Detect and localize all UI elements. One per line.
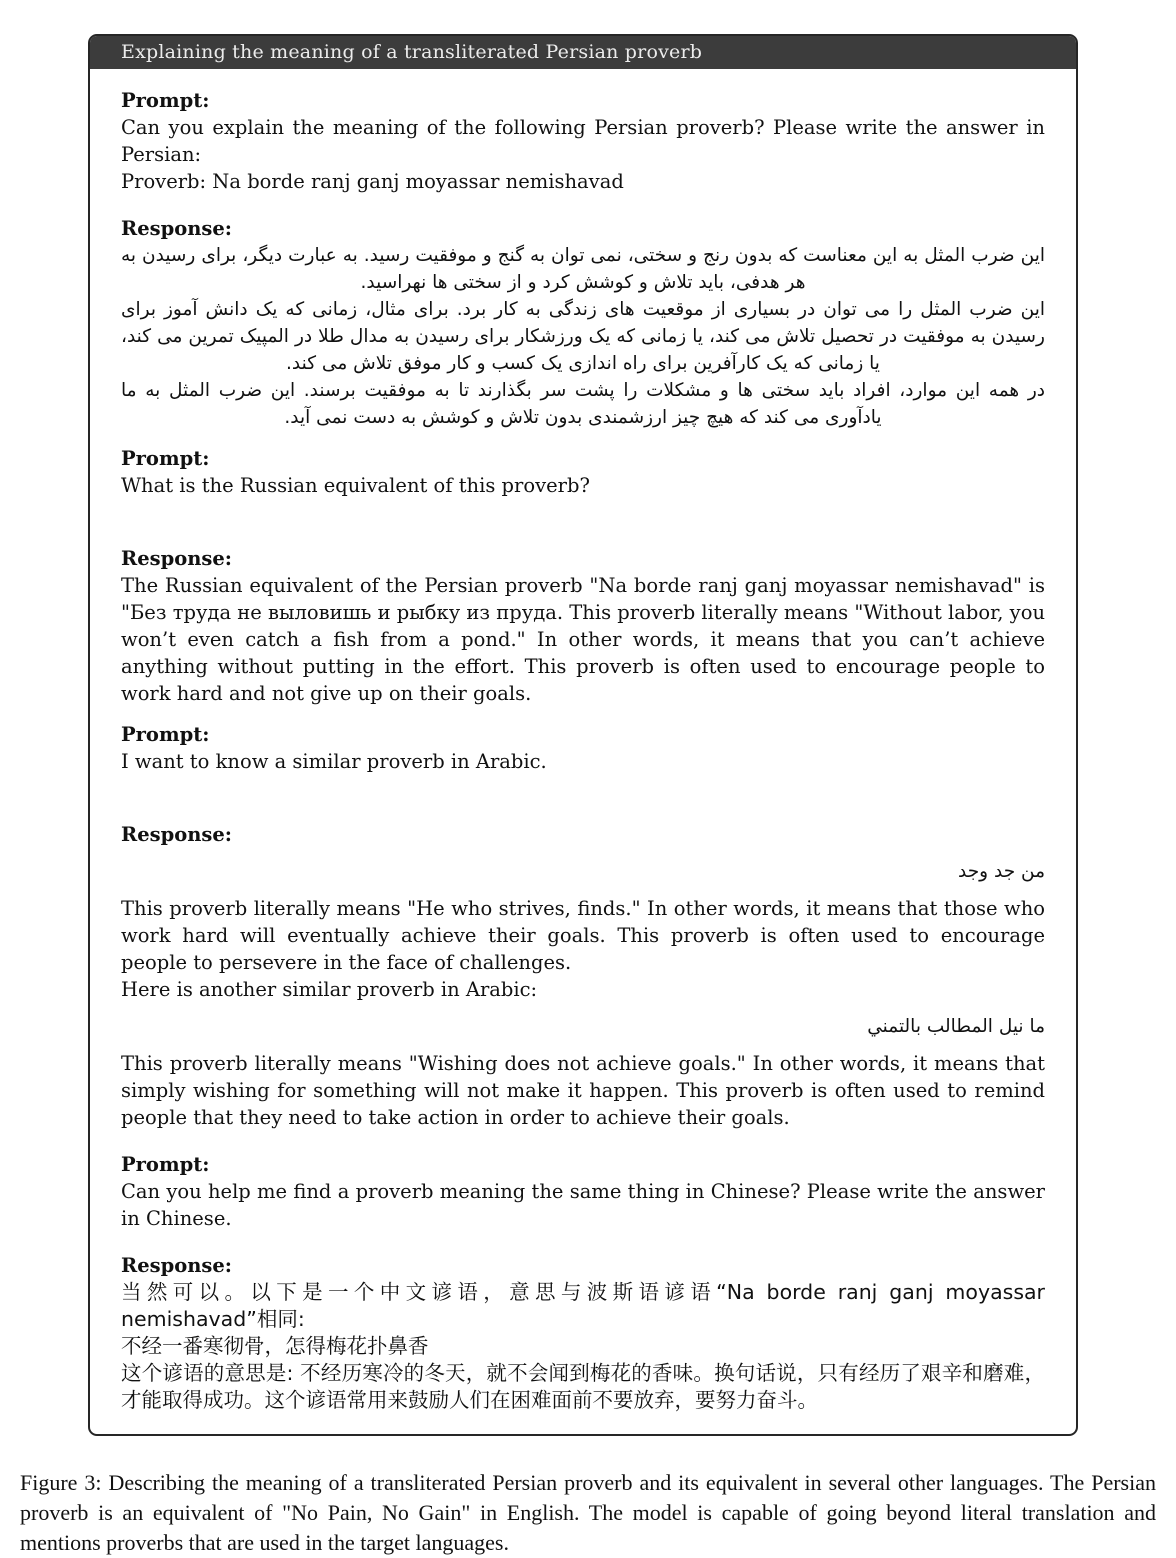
prompt-1-line-2: Proverb: Na borde ranj ganj moyassar nemishavad	[121, 170, 624, 193]
response-label-2: Response:	[121, 547, 232, 570]
panel-title: Explaining the meaning of a transliterated Persian proverb	[90, 36, 1076, 69]
prompt-label-3: Prompt:	[121, 723, 210, 746]
response-label-1: Response:	[121, 217, 232, 240]
response-4-chinese-explanation: 这个谚语的意思是: 不经历寒冷的冬天，就不会闻到梅花的香味。换句话说，只有经历了艰辛和磨难，才能取得成功。这个谚语常用来鼓励人们在困难面前不要放弃，要努力奋斗。	[121, 1361, 1045, 1412]
prompt-3-text: I want to know a similar proverb in Arabic.	[121, 750, 547, 773]
figure-panel	[88, 34, 1078, 1436]
response-label-3: Response:	[121, 823, 232, 846]
response-label-4: Response:	[121, 1254, 232, 1277]
response-1-persian-paragraph-1: این ضرب المثل به این معناست که بدون رنج و سختی، نمی توان به گنج و موفقیت رسید. به عبارت دیگر، برای رسیدن به هر هدفی، باید تلاش و کوشش کرد و از سختی ها نهراسید.	[121, 245, 1045, 293]
prompt-label-4: Prompt:	[121, 1153, 210, 1176]
response-1-persian-paragraph-2: این ضرب المثل را می توان در بسیاری از موقعیت های زندگی به کار برد. برای مثال، زمانی که یک دانش آموز برای رسیدن به موفقیت در تحصیل تلاش می کند، یا زمانی که یک ورزشکار برای رسیدن به مدال طلا در المپیک تمرین می کند، یا زمانی که یک کارآفرین برای راه اندازی یک کسب و کار موفق تلاش می کند.	[121, 299, 1045, 374]
conversation-body	[90, 69, 1076, 1434]
response-3-lead-in: Here is another similar proverb in Arabic:	[121, 978, 538, 1001]
prompt-label-2: Prompt:	[121, 447, 210, 470]
response-3-arabic-proverb-2: ما نيل المطالب بالتمني	[867, 1016, 1045, 1037]
response-3-arabic-proverb-1: من جد وجد	[958, 861, 1045, 882]
response-2-text: The Russian equivalent of the Persian proverb "Na borde ranj ganj moyassar nemishavad" is "Без труда не выловишь и рыбку из пруда. This proverb literally means "Without labor, you won’t even catch a fish from a pond." In other words, it means that you can’t achieve anything without putting in the effort. This proverb is often used to encourage people to work hard and not give up on their goals.	[121, 574, 1045, 705]
response-4-chinese-intro: 当然可以。以下是一个中文谚语，意思与波斯语谚语“Na borde ranj ganj moyassar nemishavad”相同:	[121, 1280, 1045, 1331]
prompt-2-text: What is the Russian equivalent of this proverb?	[121, 474, 590, 497]
figure-caption: Figure 3: Describing the meaning of a transliterated Persian proverb and its equivalent in several other languages. The Persian proverb is an equivalent of "No Pain, No Gain" in English. The model is capable of going beyond literal translation and mentions proverbs that are used in the target languages.	[20, 1470, 1156, 1555]
response-3-explanation-2: This proverb literally means "Wishing does not achieve goals." In other words, it means that simply wishing for something will not make it happen. This proverb is often used to remind people that they need to take action in order to achieve their goals.	[121, 1052, 1045, 1129]
response-1-persian-paragraph-3: در همه این موارد، افراد باید سختی ها و مشکلات را پشت سر بگذارند تا به موفقیت برسند. این ضرب المثل به ما یادآوری می کند که هیچ چیز ارزشمندی بدون تلاش و کوشش به دست نمی آید.	[121, 380, 1045, 428]
response-4-chinese-proverb: 不经一番寒彻骨，怎得梅花扑鼻香	[121, 1334, 429, 1358]
prompt-1-line-1: Can you explain the meaning of the following Persian proverb? Please write the answer in Persian:	[121, 116, 1045, 166]
prompt-4-text: Can you help me find a proverb meaning the same thing in Chinese? Please write the answer in Chinese.	[121, 1180, 1045, 1230]
response-3-explanation-1: This proverb literally means "He who strives, finds." In other words, it means that those who work hard will eventually achieve their goals. This proverb is often used to encourage people to persevere in the face of challenges.	[121, 897, 1045, 974]
prompt-label-1: Prompt:	[121, 89, 210, 112]
